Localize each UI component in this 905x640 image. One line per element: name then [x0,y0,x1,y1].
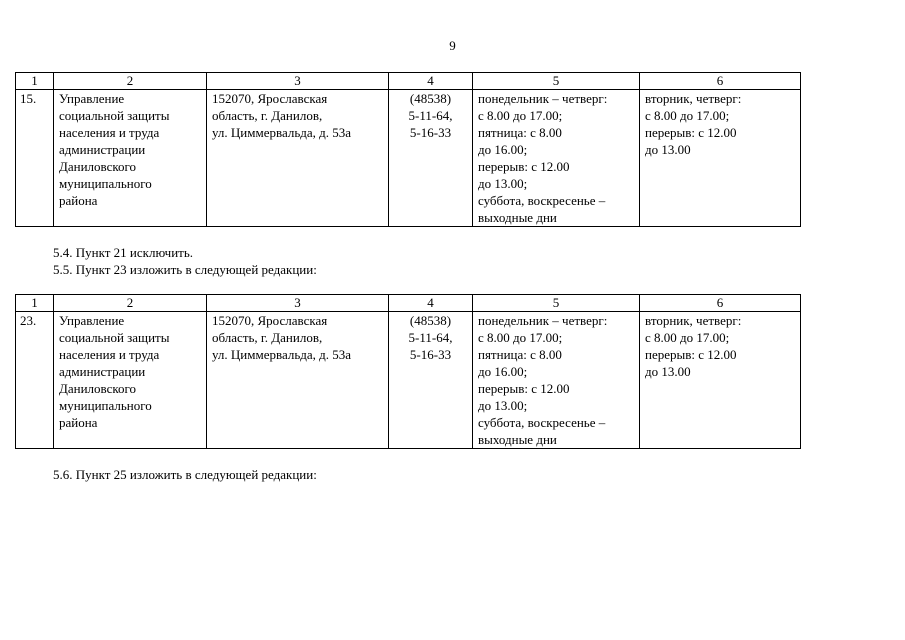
text-line: перерыв: с 12.00 [645,125,737,140]
text-line: пятница: с 8.00 [478,347,562,362]
column-header: 3 [207,295,389,312]
column-header: 5 [473,295,640,312]
text-line: область, г. Данилов, [212,108,323,123]
table-header-row [16,295,801,312]
text-line: с 8.00 до 17.00; [478,108,563,123]
phone-cell [389,312,473,449]
column-header: 2 [54,295,207,312]
phone-cell [389,90,473,227]
column-header: 6 [640,73,801,90]
text-line: населения и труда [59,125,160,140]
column-header: 3 [207,73,389,90]
table-row [16,312,801,449]
column-header: 4 [389,295,473,312]
text-line: до 16.00; [478,364,528,379]
text-line: населения и труда [59,347,160,362]
table-header-row [16,73,801,90]
text-line: (48538) [409,91,452,106]
paragraph-5-5: 5.5. Пункт 23 изложить в следующей редакции: [53,262,317,277]
text-line: выходные дни [478,432,557,447]
text-line: до 16.00; [478,142,528,157]
text-line: вторник, четверг: [645,91,742,106]
text-line: 152070, Ярославская [212,91,328,106]
text-line: с 8.00 до 17.00; [645,108,730,123]
text-line: вторник, четверг: [645,313,742,328]
paragraph-5-4: 5.4. Пункт 21 исключить. [53,245,194,260]
text-line: муниципального [59,398,152,413]
text-line: Даниловского [59,159,137,174]
text-line: социальной защиты [59,108,170,123]
text-line: с 8.00 до 17.00; [478,330,563,345]
text-line: до 13.00 [645,142,691,157]
text-line: понедельник – четверг: [478,313,608,328]
work-schedule-cell [473,312,640,449]
column-header: 5 [473,73,640,90]
text-line: перерыв: с 12.00 [478,159,570,174]
text-line: (48538) [409,313,452,328]
text-line: района [59,193,98,208]
text-line: муниципального [59,176,152,191]
row-number: 23. [16,312,54,449]
reception-hours-cell [640,90,801,227]
table-row [16,90,801,227]
text-line: суббота, воскресенье – [478,415,606,430]
text-line: перерыв: с 12.00 [478,381,570,396]
text-line: выходные дни [478,210,557,225]
text-line: перерыв: с 12.00 [645,347,737,362]
address-cell [207,312,389,449]
paragraph-5-6: 5.6. Пункт 25 изложить в следующей редакции: [53,467,317,482]
text-line: 5-11-64, [408,330,453,345]
text-line: до 13.00; [478,398,528,413]
institution-table-2 [15,294,801,449]
column-header: 1 [16,295,54,312]
column-header: 1 [16,73,54,90]
column-header: 4 [389,73,473,90]
institution-table-1 [15,72,801,227]
text-line: Управление [59,91,125,106]
institution-name-cell [54,90,207,227]
text-line: администрации [59,364,146,379]
text-line: ул. Циммервальда, д. 53а [212,347,352,362]
text-line: с 8.00 до 17.00; [645,330,730,345]
row-number: 15. [16,90,54,227]
text-line: суббота, воскресенье – [478,193,606,208]
text-line: понедельник – четверг: [478,91,608,106]
column-header: 2 [54,73,207,90]
text-line: область, г. Данилов, [212,330,323,345]
text-line: ул. Циммервальда, д. 53а [212,125,352,140]
text-line: администрации [59,142,146,157]
text-line: Даниловского [59,381,137,396]
text-line: пятница: с 8.00 [478,125,562,140]
text-line: до 13.00; [478,176,528,191]
text-line: Управление [59,313,125,328]
reception-hours-cell [640,312,801,449]
text-line: социальной защиты [59,330,170,345]
institution-name-cell [54,312,207,449]
text-line: 5-16-33 [409,347,452,362]
text-line: района [59,415,98,430]
work-schedule-cell [473,90,640,227]
address-cell [207,90,389,227]
column-header: 6 [640,295,801,312]
page-number: 9 [449,38,456,53]
text-line: до 13.00 [645,364,691,379]
text-line: 5-11-64, [408,108,453,123]
text-line: 152070, Ярославская [212,313,328,328]
text-line: 5-16-33 [409,125,452,140]
